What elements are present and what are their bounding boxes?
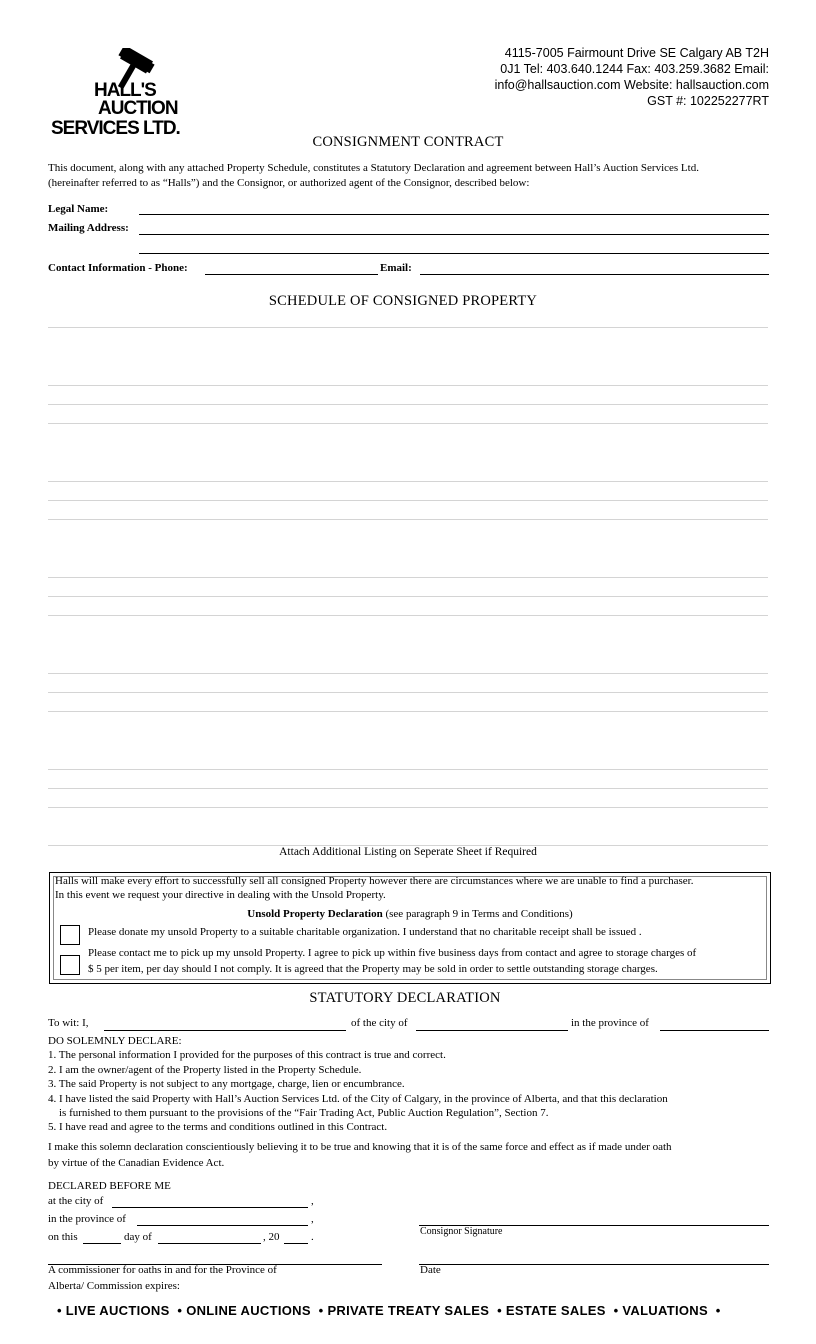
mailing-address-field[interactable] <box>139 234 769 235</box>
footer-estate-sales: ESTATE SALES <box>505 1303 606 1318</box>
declarant-city-field[interactable] <box>416 1030 568 1031</box>
of-city-label: of the city of <box>351 1017 408 1029</box>
logo-line-1: HALL'S <box>94 80 156 101</box>
unsold-heading-bold: Unsold Property Declaration <box>247 908 383 920</box>
phone-field[interactable] <box>205 274 378 275</box>
consignor-signature-label: Consignor Signature <box>420 1226 503 1237</box>
footer-bullet: • <box>613 1303 619 1318</box>
donate-checkbox[interactable] <box>60 925 80 945</box>
unsold-heading-rest: (see paragraph 9 in Terms and Conditions) <box>382 908 573 920</box>
footer-bullet: • <box>57 1303 62 1318</box>
date-field[interactable] <box>419 1264 769 1265</box>
schedule-row-line[interactable] <box>48 788 768 789</box>
declaration-item-4-cont: is furnished to them pursuant to the provisions of the “Fair Trading Act, Public Auction Regulation”, Section 7. <box>59 1107 549 1120</box>
footer-bullet: • <box>177 1303 183 1318</box>
year-prefix: , 20 <box>263 1231 280 1243</box>
at-city-comma: , <box>311 1195 314 1207</box>
in-province-label: in the province of <box>571 1017 649 1029</box>
phone-label: Contact Information - Phone: <box>48 262 188 274</box>
year-field[interactable] <box>284 1243 308 1244</box>
unsold-property-box <box>49 872 771 984</box>
logo-line-2: AUCTION <box>98 98 178 119</box>
province-comma: , <box>311 1213 314 1225</box>
schedule-row-line[interactable] <box>48 769 768 770</box>
declared-before-heading: DECLARED BEFORE ME <box>48 1180 171 1192</box>
commissioner-city-field[interactable] <box>112 1207 308 1208</box>
declaration-item-4: 4. I have listed the said Property with Hall’s Auction Services Ltd. of the City of Calgary, in the province of Alberta, and that this declaration <box>48 1092 668 1105</box>
declarant-province-field[interactable] <box>660 1030 769 1031</box>
solemnly-declare: DO SOLEMNLY DECLARE: <box>48 1035 182 1047</box>
schedule-row-line[interactable] <box>48 692 768 693</box>
footer-bullet: • <box>715 1303 721 1318</box>
intro-line-1: This document, along with any attached Property Schedule, constitutes a Statutory Declaration and agreement between Hall’s Auction Services Ltd. <box>48 162 699 174</box>
schedule-row-line[interactable] <box>48 423 768 424</box>
pickup-option-line-1: Please contact me to pick up my unsold Property. I agree to pick up within five business days from contact and agree to storage charges of <box>88 947 697 959</box>
schedule-row-line[interactable] <box>48 385 768 386</box>
commissioner-label-1: A commissioner for oaths in and for the Province of <box>48 1264 277 1276</box>
footer-bullet: • <box>318 1303 324 1318</box>
pickup-checkbox[interactable] <box>60 955 80 975</box>
intro-text <box>48 161 699 190</box>
legal-name-field[interactable] <box>139 214 769 215</box>
footer-live-auctions: LIVE AUCTIONS <box>65 1303 170 1318</box>
legal-name-label: Legal Name: <box>48 203 109 215</box>
footer-private-treaty-sales: PRIVATE TREATY SALES <box>327 1303 490 1318</box>
schedule-note: Attach Additional Listing on Seperate Sheet if Required <box>279 846 537 858</box>
at-city-label: at the city of <box>48 1195 104 1207</box>
schedule-row-line[interactable] <box>48 596 768 597</box>
unsold-intro-line-2: In this event we request your directive in dealing with the Unsold Property. <box>55 889 386 901</box>
contract-title: CONSIGNMENT CONTRACT <box>312 134 504 150</box>
schedule-row-line[interactable] <box>48 481 768 482</box>
closing-statement-2: by virtue of the Canadian Evidence Act. <box>48 1157 225 1170</box>
month-field[interactable] <box>158 1243 261 1244</box>
date-period: . <box>311 1231 314 1243</box>
schedule-row-line[interactable] <box>48 711 768 712</box>
logo-line-3: SERVICES LTD. <box>51 118 180 139</box>
closing-statement-1: I make this solemn declaration conscientiously believing it to be true and knowing that it is of the same force and effect as if made under oath <box>48 1140 672 1153</box>
schedule-row-line[interactable] <box>48 519 768 520</box>
contact-email-website: info@hallsauction.com Website: hallsauction.com <box>494 78 769 92</box>
mailing-address-field-2[interactable] <box>139 253 769 254</box>
declarant-name-field[interactable] <box>104 1030 346 1031</box>
schedule-row-line[interactable] <box>48 327 768 328</box>
schedule-row-line[interactable] <box>48 615 768 616</box>
company-contact <box>495 45 769 109</box>
date-label: Date <box>420 1264 441 1276</box>
day-of-label: day of <box>124 1231 152 1243</box>
pickup-option-line-2: $ 5 per item, per day should I not comply. It is agreed that the Property may be sold in order to settle outstanding storage charges. <box>88 963 658 975</box>
declaration-list <box>48 1034 672 1171</box>
schedule-row-line[interactable] <box>48 807 768 808</box>
donate-option-text: Please donate my unsold Property to a suitable charitable organization. I understand that no charitable receipt shall be issued . <box>88 926 642 938</box>
on-this-label: on this <box>48 1231 78 1243</box>
statutory-title: STATUTORY DECLARATION <box>309 990 501 1006</box>
schedule-row-line[interactable] <box>48 500 768 501</box>
declaration-item-1: 1. The personal information I provided for the purposes of this contract is true and correct. <box>48 1049 446 1062</box>
schedule-row-line[interactable] <box>48 577 768 578</box>
contact-address: 4115-7005 Fairmount Drive SE Calgary AB T2H <box>504 46 769 60</box>
declaration-item-5: 5. I have read and agree to the terms and conditions outlined in this Contract. <box>48 1121 388 1134</box>
commissioner-province-field[interactable] <box>137 1225 308 1226</box>
mailing-address-label: Mailing Address: <box>48 222 129 234</box>
schedule-row-line[interactable] <box>48 673 768 674</box>
intro-line-2: (hereinafter referred to as “Halls”) and the Consignor, or authorized agent of the Consignor, described below: <box>48 176 530 189</box>
company-logo <box>50 48 185 148</box>
declaration-item-2: 2. I am the owner/agent of the Property listed in the Property Schedule. <box>48 1063 362 1076</box>
email-label: Email: <box>380 262 412 274</box>
services-footer <box>57 1303 721 1318</box>
contact-gst: GST #: 102252277RT <box>647 94 769 108</box>
to-wit-label: To wit: I, <box>48 1017 89 1029</box>
footer-online-auctions: ONLINE AUCTIONS <box>186 1303 311 1318</box>
unsold-intro-line-1: Halls will make every effort to successfully sell all consigned Property however there are circumstances where we are unable to find a purchaser. <box>55 875 694 887</box>
declaration-item-3: 3. The said Property is not subject to any mortgage, charge, lien or encumbrance. <box>48 1078 405 1091</box>
schedule-row-line[interactable] <box>48 404 768 405</box>
footer-bullet: • <box>497 1303 502 1318</box>
province-label: in the province of <box>48 1213 126 1225</box>
schedule-title: SCHEDULE OF CONSIGNED PROPERTY <box>268 293 538 309</box>
footer-valuations: VALUATIONS <box>622 1303 708 1318</box>
day-field[interactable] <box>83 1243 121 1244</box>
contact-phone-fax: 0J1 Tel: 403.640.1244 Fax: 403.259.3682 Email: <box>500 62 769 76</box>
email-field[interactable] <box>420 274 769 275</box>
commissioner-label-2: Alberta/ Commission expires: <box>48 1280 180 1292</box>
unsold-heading <box>50 908 770 920</box>
